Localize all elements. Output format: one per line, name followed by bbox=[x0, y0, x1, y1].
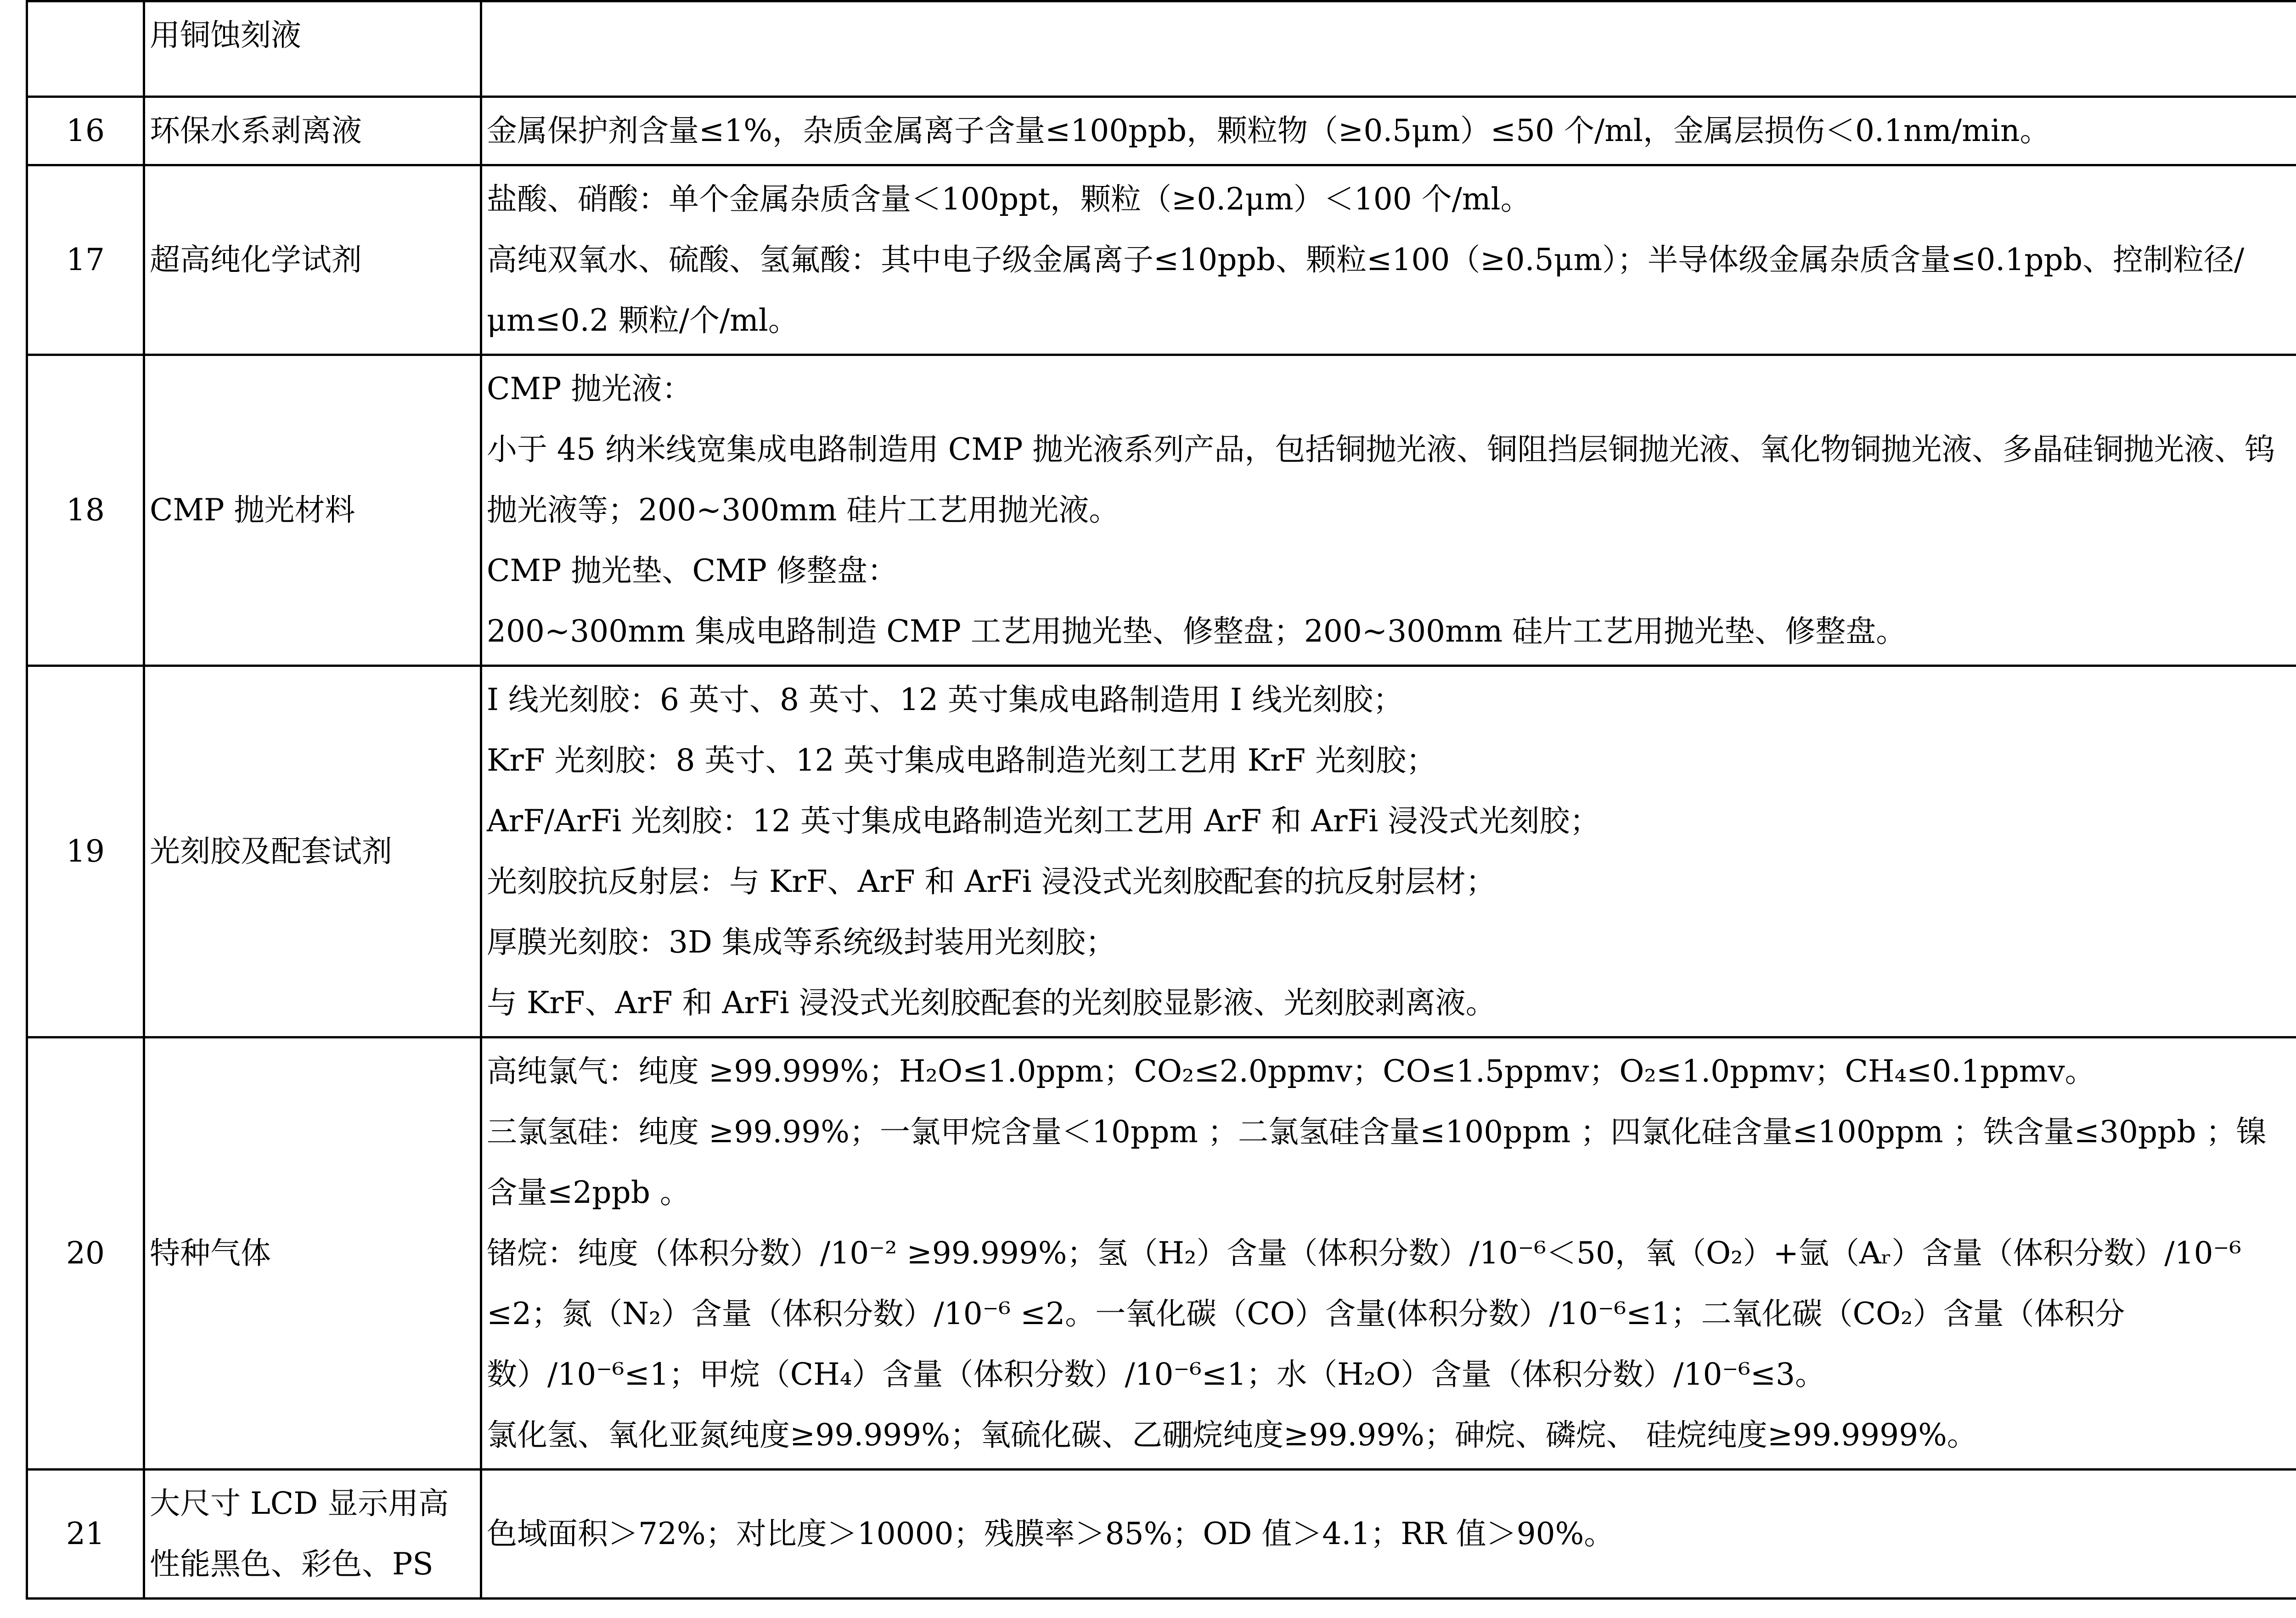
requirement-line: 厚膜光刻胶：3D 集成等系统级封装用光刻胶； bbox=[487, 925, 1116, 960]
material-name: CMP 抛光材料 bbox=[144, 355, 481, 666]
requirements-cell bbox=[481, 165, 2296, 355]
requirement-line: CMP 抛光液： bbox=[487, 371, 692, 406]
requirements-cell bbox=[481, 1470, 2296, 1599]
requirement-line: ArF/ArFi 光刻胶：12 英寸集成电路制造光刻工艺用 ArF 和 ArFi 浸没式光刻胶； bbox=[487, 803, 1600, 839]
material-name: 特种气体 bbox=[144, 1037, 481, 1470]
material-name: 超高纯化学试剂 bbox=[144, 165, 481, 355]
material-name: 用铜蚀刻液 bbox=[144, 1, 481, 97]
materials-table-wrapper bbox=[26, 0, 2296, 1600]
requirements-cell bbox=[481, 97, 2296, 165]
row-number: 19 bbox=[27, 666, 144, 1037]
requirement-line: 与 KrF、ArF 和 ArFi 浸没式光刻胶配套的光刻胶显影液、光刻胶剥离液。 bbox=[487, 985, 1496, 1020]
table-row bbox=[27, 1, 2296, 97]
row-number: 20 bbox=[27, 1037, 144, 1470]
requirement-line: 高纯双氧水、硫酸、氢氟酸：其中电子级金属离子≤10ppb、颗粒≤100（≥0.5μm）；半导体级金属杂质含量≤0.1ppb、控制粒径/μm≤0.2 颗粒/个/ml。 bbox=[487, 242, 2245, 338]
table-row bbox=[27, 165, 2296, 355]
material-name: 环保水系剥离液 bbox=[144, 97, 481, 165]
requirement-line: I 线光刻胶：6 英寸、8 英寸、12 英寸集成电路制造用 I 线光刻胶； bbox=[487, 682, 1403, 717]
requirement-line: 金属保护剂含量≤1%，杂质金属离子含量≤100ppb，颗粒物（≥0.5μm）≤50 个/ml，金属层损伤＜0.1nm/min。 bbox=[487, 113, 2050, 148]
requirement-line: 小于 45 纳米线宽集成电路制造用 CMP 抛光液系列产品，包括铜抛光液、铜阻挡层铜抛光液、氧化物铜抛光液、多晶硅铜抛光液、钨抛光液等；200~300mm 硅片工艺用抛光液。 bbox=[487, 432, 2275, 528]
requirement-line: 色域面积＞72%；对比度＞10000；残膜率＞85%；OD 值＞4.1；RR 值＞90%。 bbox=[487, 1516, 1615, 1551]
requirement-line: KrF 光刻胶：8 英寸、12 英寸集成电路制造光刻工艺用 KrF 光刻胶； bbox=[487, 743, 1437, 778]
table-row bbox=[27, 97, 2296, 165]
requirement-line: 高纯氯气：纯度 ≥99.999%；H₂O≤1.0ppm；CO₂≤2.0ppmv；CO≤1.5ppmv；O₂≤1.0ppmv；CH₄≤0.1ppmv。 bbox=[487, 1054, 2095, 1089]
row-number: 18 bbox=[27, 355, 144, 666]
table-row bbox=[27, 666, 2296, 1037]
row-number: 17 bbox=[27, 165, 144, 355]
requirements-cell bbox=[481, 1, 2296, 97]
row-number bbox=[27, 1, 144, 97]
requirement-line: 氯化氢、氧化亚氮纯度≥99.999%；氧硫化碳、乙硼烷纯度≥99.99%；砷烷、磷烷、 硅烷纯度≥99.9999%。 bbox=[487, 1417, 1977, 1453]
materials-table bbox=[26, 0, 2296, 1600]
requirements-cell bbox=[481, 1037, 2296, 1470]
table-row bbox=[27, 355, 2296, 666]
requirement-line: 三氯氢硅：纯度 ≥99.99%；一氯甲烷含量＜10ppm ；二氯氢硅含量≤100ppm ；四氯化硅含量≤100ppm ；铁含量≤30ppb ；镍含量≤2ppb 。 bbox=[487, 1114, 2267, 1210]
requirement-line: CMP 抛光垫、CMP 修整盘： bbox=[487, 553, 898, 588]
requirements-cell bbox=[481, 355, 2296, 666]
requirement-line: 盐酸、硝酸：单个金属杂质含量＜100ppt，颗粒（≥0.2μm）＜100 个/ml。 bbox=[487, 181, 1531, 217]
requirements-cell bbox=[481, 666, 2296, 1037]
requirement-line: 光刻胶抗反射层：与 KrF、ArF 和 ArFi 浸没式光刻胶配套的抗反射层材； bbox=[487, 864, 1496, 899]
row-number: 16 bbox=[27, 97, 144, 165]
requirement-line: 锗烷：纯度（体积分数）/10⁻² ≥99.999%；氢（H₂）含量（体积分数）/10⁻⁶＜50，氧（O₂）+氩（Aᵣ）含量（体积分数）/10⁻⁶ ≤2；氮（N₂）含量（体积分数）/10⁻⁶ ≤2。一氧化碳（CO）含量(体积分数）/10⁻⁶≤1；二氧化碳（CO₂）含量（体积分数）/10⁻⁶≤1；甲烷（CH₄）含量（体积分数）/10⁻⁶≤1；水（H₂O）含量（体积分数）/10⁻⁶≤3。 bbox=[487, 1235, 2241, 1392]
table-row bbox=[27, 1037, 2296, 1470]
requirement-line: 200~300mm 集成电路制造 CMP 工艺用抛光垫、修整盘；200~300mm 硅片工艺用抛光垫、修整盘。 bbox=[487, 614, 1907, 649]
material-name: 大尺寸 LCD 显示用高性能黑色、彩色、PS bbox=[144, 1470, 481, 1599]
table-row bbox=[27, 1470, 2296, 1599]
row-number: 21 bbox=[27, 1470, 144, 1599]
material-name: 光刻胶及配套试剂 bbox=[144, 666, 481, 1037]
